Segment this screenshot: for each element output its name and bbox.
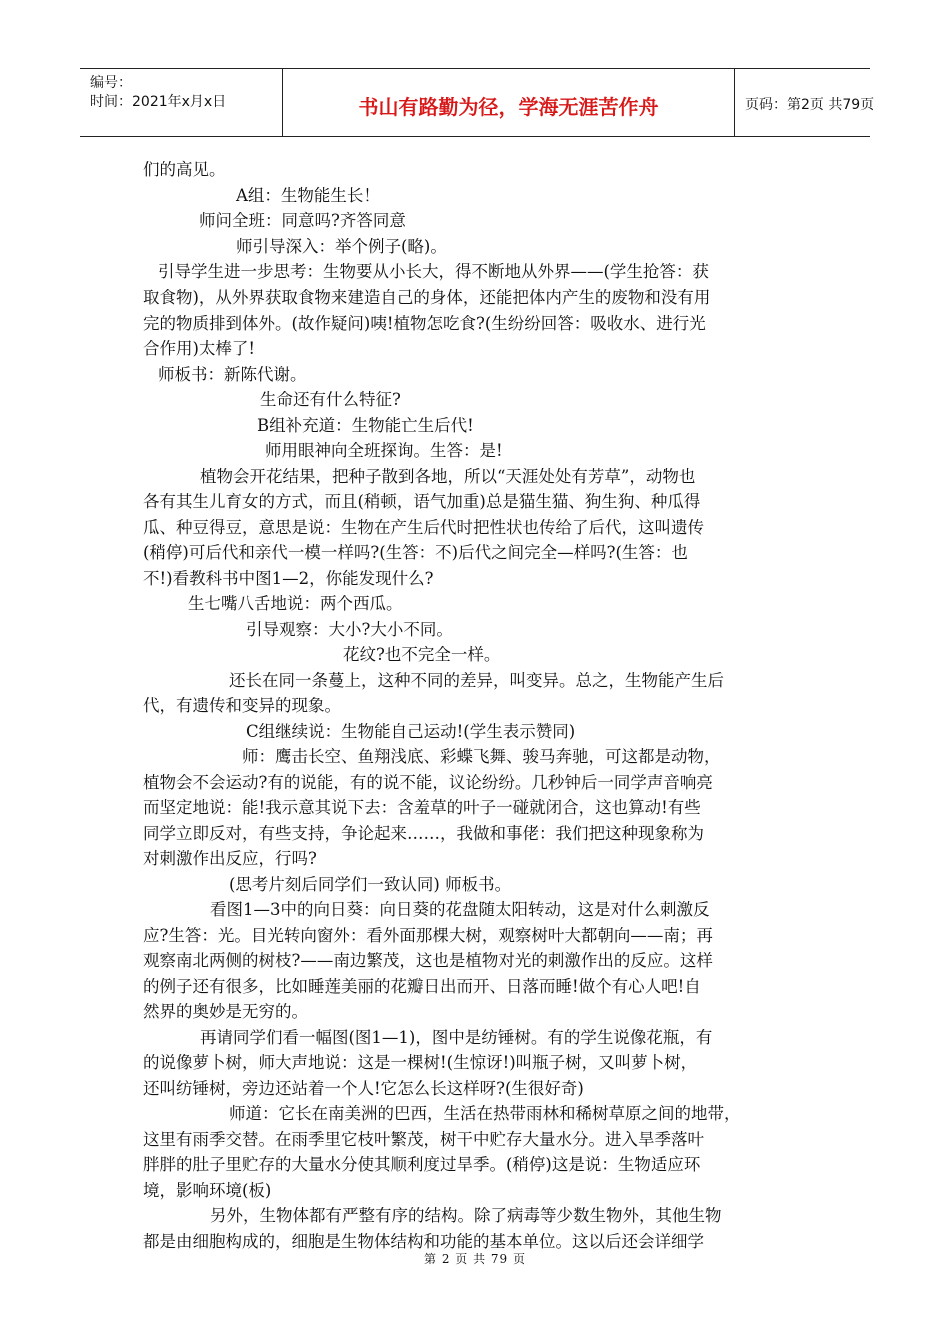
text-line: 再请同学们看一幅图(图1—1)，图中是纺锤树。有的学生说像花瓶，有 [200, 1028, 713, 1047]
text-line: 引导观察：大小?大小不同。 [246, 620, 453, 639]
text-line: (稍停)可后代和亲代一模一样吗?(生答：不)后代之间完全—样吗?(生答：也 [143, 543, 688, 562]
text-line: 然界的奥妙是无穷的。 [143, 1002, 308, 1021]
text-line: 生七嘴八舌地说：两个西瓜。 [188, 594, 403, 613]
text-line: 代，有遗传和变异的现象。 [143, 696, 341, 715]
text-line: 花纹?也不完全一样。 [343, 645, 501, 664]
text-line: 观察南北两侧的树枝?——南边繁茂，这也是植物对光的刺激作出的反应。这样 [143, 951, 713, 970]
text-line: C组继续说：生物能自己运动!(学生表示赞同) [246, 722, 576, 741]
header-motto-cell [282, 69, 735, 136]
text-line: A组：生物能生长！ [236, 186, 380, 205]
page-info: 页码：第2页 共79页 [745, 97, 875, 113]
motto: 书山有路勤为径，学海无涯苦作舟 [358, 95, 659, 119]
header-page-cell [735, 69, 875, 136]
number-label: 编号： [90, 75, 132, 91]
text-line: 的例子还有很多，比如睡莲美丽的花瓣日出而开、日落而睡!做个有心人吧!自 [143, 977, 701, 996]
time-label: 时间：2021年x月x日 [90, 94, 227, 110]
text-line: 生命还有什么特征? [260, 390, 401, 409]
text-line: 们的高见。 [143, 160, 226, 179]
header-meta-cell [80, 69, 282, 136]
text-line: 这里有雨季交替。在雨季里它枝叶繁茂，树干中贮存大量水分。进入旱季落叶 [143, 1130, 704, 1149]
page-footer: 第 2 页 共 79 页 [424, 1252, 526, 1266]
text-line: 境，影响环境(板) [143, 1181, 272, 1200]
text-line: 胖胖的肚子里贮存的大量水分使其顺利度过旱季。(稍停)这是说：生物适应环 [143, 1155, 701, 1174]
text-line: 另外，生物体都有严整有序的结构。除了病毒等少数生物外，其他生物 [210, 1206, 722, 1225]
text-line: B组补充道：生物能亡生后代! [257, 416, 474, 435]
text-line: 合作用)太棒了! [143, 339, 256, 358]
text-line: 师道：它长在南美洲的巴西，生活在热带雨林和稀树草原之间的地带， [229, 1104, 741, 1123]
text-line: 而坚定地说：能!我示意其说下去：含羞草的叶子一碰就闭合，这也算动!有些 [143, 798, 701, 817]
text-line: 师板书：新陈代谢。 [158, 365, 307, 384]
text-line: 师问全班：同意吗?齐答同意 [199, 211, 406, 230]
text-line: 各有其生儿育女的方式，而且(稍顿，语气加重)总是猫生猫、狗生狗、种瓜得 [143, 492, 701, 511]
text-line: 瓜、种豆得豆，意思是说：生物在产生后代时把性状也传给了后代，这叫遗传 [143, 518, 704, 537]
text-line: 还叫纺锤树，旁边还站着一个人!它怎么长这样呀?(生很好奇) [143, 1079, 584, 1098]
text-line: 师引导深入：举个例子(略)。 [236, 237, 447, 256]
text-line: 都是由细胞构成的，细胞是生物体结构和功能的基本单位。这以后还会详细学 [143, 1232, 704, 1251]
text-line: (思考片刻后同学们一致认同) 师板书。 [229, 875, 512, 894]
text-line: 的说像萝卜树，师大声地说：这是一棵树!(生惊讶!)叫瓶子树，又叫萝卜树， [143, 1053, 698, 1072]
text-line: 植物会不会运动?有的说能，有的说不能，议论纷纷。几秒钟后一同学声音响亮 [143, 773, 713, 792]
document-header [80, 68, 875, 137]
text-line: 取食物)，从外界获取食物来建造自己的身体，还能把体内产生的废物和没有用 [143, 288, 711, 307]
text-line: 同学立即反对，有些支持，争论起来……，我做和事佬：我们把这种现象称为 [143, 824, 704, 843]
text-line: 对刺激作出反应，行吗? [143, 849, 317, 868]
text-line: 不!)看教科书中图1—2，你能发现什么? [143, 569, 434, 588]
text-line: 看图1—3中的向日葵：向日葵的花盘随太阳转动，这是对什么刺激反 [210, 900, 710, 919]
text-line: 应?生答：光。目光转向窗外：看外面那棵大树，观察树叶大都朝向——南；再 [143, 926, 713, 945]
text-line: 师：鹰击长空、鱼翔浅底、彩蝶飞舞、骏马奔驰，可这都是动物， [242, 747, 721, 766]
text-line: 引导学生进一步思考：生物要从小长大，得不断地从外界——(学生抢答：获 [158, 262, 709, 281]
text-line: 植物会开花结果，把种子散到各地，所以“天涯处处有芳草”，动物也 [200, 467, 696, 486]
text-line: 完的物质排到体外。(故作疑问)咦!植物怎吃食?(生纷纷回答：吸收水、进行光 [143, 314, 706, 333]
text-line: 师用眼神向全班探询。生答：是! [265, 441, 503, 460]
text-line: 还长在同一条蔓上，这种不同的差异，叫变异。总之，生物能产生后 [229, 671, 724, 690]
